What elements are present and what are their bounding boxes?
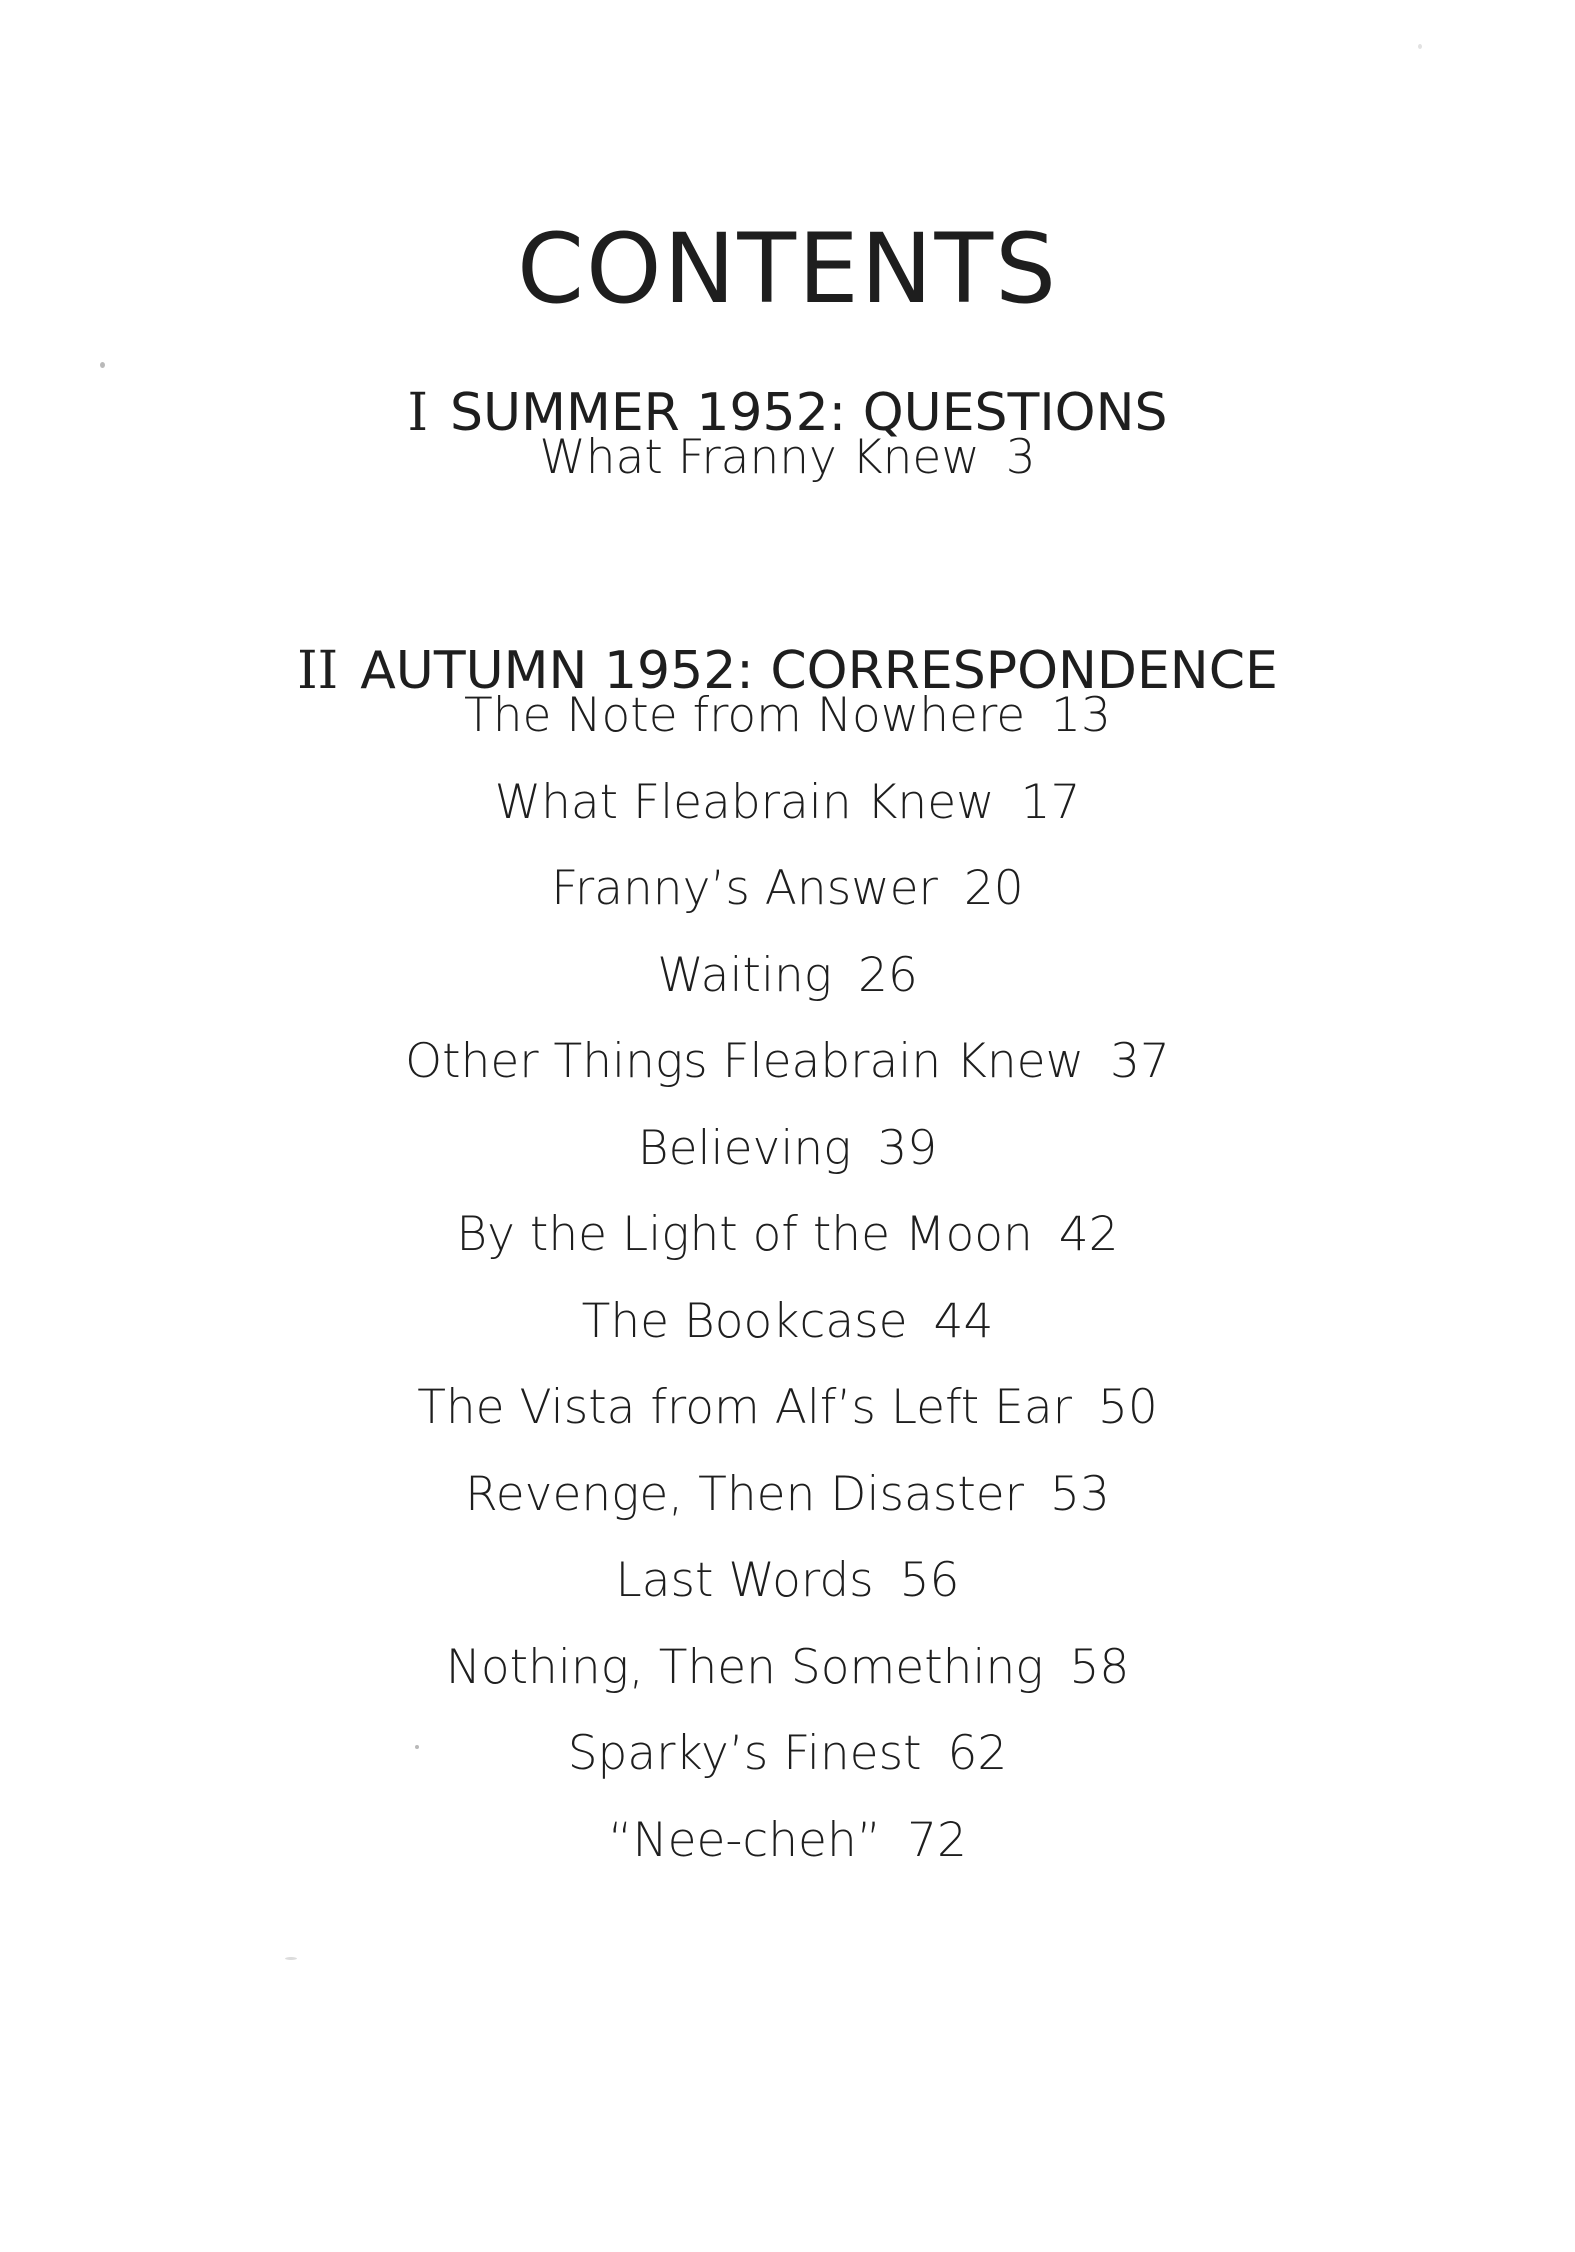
chapter-page-number: 53 xyxy=(1050,1466,1110,1522)
chapter-title: The Bookcase xyxy=(581,1293,908,1349)
chapter-entry xyxy=(0,1638,1575,1725)
chapter-page-number: 39 xyxy=(877,1120,938,1176)
chapter-page-number: 20 xyxy=(963,861,1024,916)
chapter-entry xyxy=(0,1811,1575,1898)
chapter-page-number: 72 xyxy=(907,1812,967,1868)
chapter-page-number: 50 xyxy=(1098,1380,1158,1435)
chapter-title: Revenge, Then Disaster xyxy=(465,1466,1024,1522)
scan-speck xyxy=(415,1745,419,1749)
chapter-title: Last Words xyxy=(615,1553,874,1608)
chapter-title: Waiting xyxy=(657,947,832,1003)
chapter-entry xyxy=(0,1378,1575,1465)
chapter-entry xyxy=(0,1292,1575,1379)
chapter-entry xyxy=(0,859,1575,946)
chapter-page-number: 42 xyxy=(1058,1207,1119,1262)
chapter-page-number: 58 xyxy=(1069,1639,1130,1695)
chapter-title: Believing xyxy=(637,1120,852,1176)
chapter-entry xyxy=(0,1724,1575,1811)
chapter-page-number: 37 xyxy=(1110,1034,1170,1089)
page-title: CONTENTS xyxy=(516,213,1059,326)
chapter-page-number: 56 xyxy=(899,1553,960,1608)
scan-speck xyxy=(100,362,105,368)
chapter-title: The Note from Nowhere xyxy=(464,688,1026,743)
chapter-title: Nothing, Then Something xyxy=(445,1639,1044,1695)
chapter-page-number: 3 xyxy=(1005,430,1036,485)
chapter-title: What Franny Knew xyxy=(539,430,980,485)
chapter-title: Other Things Fleabrain Knew xyxy=(405,1034,1085,1089)
part-title: AUTUMN 1952: CORRESPONDENCE xyxy=(360,641,1278,702)
scan-speck xyxy=(285,1957,297,1960)
chapter-entry xyxy=(0,1465,1575,1552)
chapter-page-number: 13 xyxy=(1051,688,1111,743)
scan-speck xyxy=(1418,44,1422,49)
chapter-page-number: 26 xyxy=(858,947,918,1003)
part-title: SUMMER 1952: QUESTIONS xyxy=(450,383,1168,444)
chapter-entry xyxy=(0,1032,1575,1119)
chapter-list xyxy=(0,428,1575,515)
chapter-page-number: 44 xyxy=(933,1293,994,1349)
chapter-entry xyxy=(0,946,1575,1033)
chapter-title: By the Light of the Moon xyxy=(456,1207,1033,1262)
chapter-entry xyxy=(0,428,1575,515)
chapter-title: Franny’s Answer xyxy=(551,861,938,916)
chapter-list xyxy=(0,686,1575,1897)
chapter-title: “Nee-cheh” xyxy=(608,1812,882,1868)
chapter-entry xyxy=(0,686,1575,773)
part-numeral: II xyxy=(297,641,339,702)
chapter-title: The Vista from Alf’s Left Ear xyxy=(417,1380,1072,1435)
chapter-entry xyxy=(0,773,1575,860)
chapter-entry xyxy=(0,1551,1575,1638)
part-numeral: I xyxy=(407,383,429,444)
chapter-title: Sparky’s Finest xyxy=(567,1726,922,1781)
chapter-title: What Fleabrain Knew xyxy=(494,774,995,830)
chapter-page-number: 62 xyxy=(947,1726,1008,1781)
chapter-entry xyxy=(0,1119,1575,1206)
chapter-page-number: 17 xyxy=(1020,774,1081,830)
chapter-entry xyxy=(0,1205,1575,1292)
